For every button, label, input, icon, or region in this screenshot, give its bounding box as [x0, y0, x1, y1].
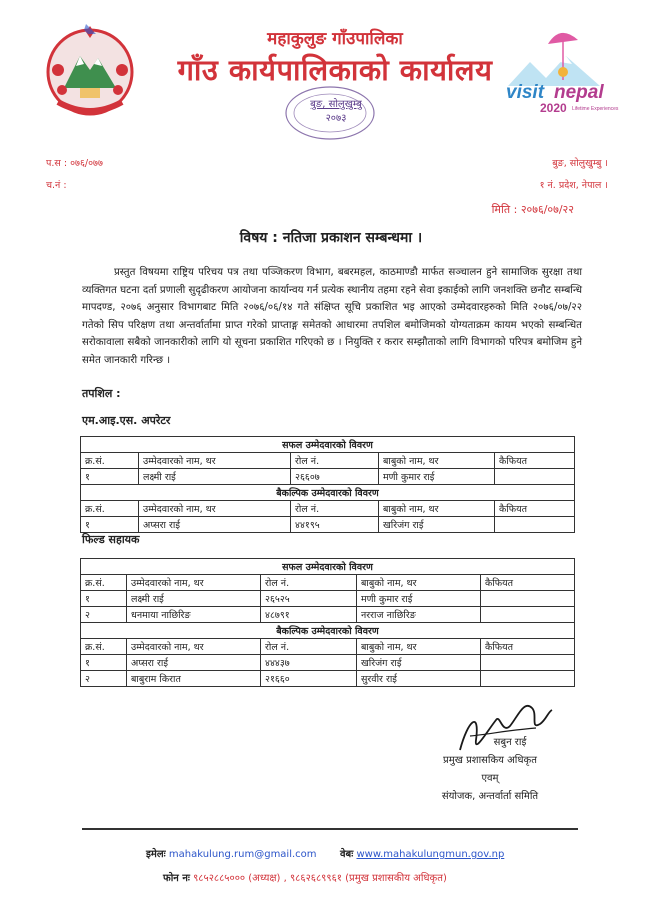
email-link[interactable]: mahakulung.rum@gmail.com	[168, 849, 317, 860]
table-section-header	[81, 437, 575, 453]
details-label: तपशिल :	[82, 387, 121, 400]
footer-divider	[82, 828, 578, 830]
visit-nepal-logo-icon	[500, 22, 620, 122]
table-cell	[481, 655, 575, 671]
website-link[interactable]: www.mahakulungmun.gov.np	[356, 849, 505, 860]
table-cell: २१६६०	[261, 671, 357, 687]
table-cell: १	[81, 517, 139, 533]
success-title: सफल उम्मेदवारको विवरण	[81, 437, 575, 453]
table-row	[81, 607, 575, 623]
table-section-header	[81, 559, 575, 575]
alternate-title: बैकल्पिक उम्मेदवारको विवरण	[81, 623, 575, 639]
letter-date: मिति : २०७६/०७/२२	[491, 203, 574, 216]
column-header: उम्मेदवारको नाम, थर	[127, 575, 261, 591]
column-header: कैफियत	[495, 501, 575, 517]
stamp-line-2: २०७३	[325, 113, 347, 124]
table-section-header	[81, 485, 575, 501]
column-header: क्र.सं.	[81, 639, 127, 655]
field-assistant-table	[80, 558, 575, 687]
stamp-line-1: बुङ, सोलुखुम्बु	[310, 99, 362, 110]
column-header: रोल नं.	[261, 639, 357, 655]
table-cell: २	[81, 671, 127, 687]
field-assistant-heading: फिल्ड सहायक	[82, 533, 140, 546]
signatory-name: सबुन राई	[493, 737, 527, 748]
column-header: उम्मेदवारको नाम, थर	[139, 453, 291, 469]
table-cell: २	[81, 607, 127, 623]
table-cell	[481, 671, 575, 687]
column-header: कैफियत	[481, 639, 575, 655]
table-row	[81, 671, 575, 687]
table-section-header	[81, 623, 575, 639]
mis-operator-heading: एम.आइ.एस. अपरेटर	[82, 414, 171, 427]
table-cell	[495, 517, 575, 533]
visit-year-text: 2020	[540, 101, 567, 115]
table-row	[81, 517, 575, 533]
handwritten-signature-icon	[440, 690, 560, 760]
visit-tagline-text: Lifetime Experiences	[572, 106, 619, 112]
table-cell: १	[81, 469, 139, 485]
nepal-emblem-icon	[36, 22, 144, 122]
table-cell: मणी कुमार राई	[379, 469, 495, 485]
table-row	[81, 469, 575, 485]
office-location-line-1: बुङ, सोलुखुम्बु ।	[552, 158, 608, 169]
column-header: क्र.सं.	[81, 575, 127, 591]
table-cell	[481, 591, 575, 607]
column-header: रोल नं.	[261, 575, 357, 591]
table-cell: ४४१९५	[291, 517, 379, 533]
visit-nepal-text: nepal	[554, 82, 604, 103]
visit-brand-text: visit	[506, 82, 545, 103]
column-header: रोल नं.	[291, 453, 379, 469]
column-header: बाबुको नाम, थर	[379, 501, 495, 517]
table-header-row	[81, 639, 575, 655]
phone-label: फोन नः	[163, 873, 190, 884]
table-cell: खरिजंग राई	[379, 517, 495, 533]
column-header: क्र.सं.	[81, 453, 139, 469]
dispatch-number: च.नं :	[46, 180, 67, 191]
table-row	[81, 591, 575, 607]
footer-website	[340, 846, 504, 860]
signatory-role: संयोजक, अन्तर्वार्ता समिति	[441, 791, 539, 802]
email-label: इमेलः	[146, 849, 166, 860]
web-label: वेबः	[340, 849, 354, 860]
table-cell: लक्ष्मी राई	[127, 591, 261, 607]
column-header: बाबुको नाम, थर	[357, 639, 481, 655]
letter-subject: विषय : नतिजा प्रकाशन सम्बन्धमा ।	[239, 230, 423, 246]
table-cell: ४४४३७	[261, 655, 357, 671]
table-cell: १	[81, 591, 127, 607]
table-cell: नरराज नाछिरिङ	[357, 607, 481, 623]
table-header-row	[81, 501, 575, 517]
table-header-row	[81, 575, 575, 591]
column-header: कैफियत	[495, 453, 575, 469]
table-cell: ४८७९१	[261, 607, 357, 623]
table-cell: सुरवीर राई	[357, 671, 481, 687]
signatory-title: प्रमुख प्रशासकिय अधिकृत	[443, 755, 537, 766]
table-cell: धनमाया नाछिरिङ	[127, 607, 261, 623]
footer-phone	[163, 870, 447, 884]
table-header-row	[81, 453, 575, 469]
footer-email	[146, 846, 317, 860]
table-cell: मणी कुमार राई	[357, 591, 481, 607]
table-cell	[481, 607, 575, 623]
mis-operator-table	[80, 436, 575, 533]
column-header: उम्मेदवारको नाम, थर	[139, 501, 291, 517]
table-cell: अप्सरा राई	[139, 517, 291, 533]
office-location-line-2: १ नं. प्रदेश, नेपाल ।	[539, 180, 608, 191]
signatory-conjunction: एवम्	[481, 773, 499, 784]
stamp-text	[296, 96, 376, 124]
column-header: क्र.सं.	[81, 501, 139, 517]
table-cell	[495, 469, 575, 485]
success-title: सफल उम्मेदवारको विवरण	[81, 559, 575, 575]
column-header: बाबुको नाम, थर	[357, 575, 481, 591]
column-header: रोल नं.	[291, 501, 379, 517]
table-cell: लक्ष्मी राई	[139, 469, 291, 485]
table-cell: खरिजंग राई	[357, 655, 481, 671]
phone-numbers: ९८५२८८५००० (अध्यक्ष) , ९८६२६८९९६१ (प्रमुख प्रशासकीय अधिकृत)	[193, 873, 447, 884]
alternate-title: बैकल्पिक उम्मेदवारको विवरण	[81, 485, 575, 501]
table-cell: २६६०७	[291, 469, 379, 485]
table-cell: अप्सरा राई	[127, 655, 261, 671]
organization-title: गाँउ कार्यपालिकाको कार्यालय	[177, 53, 493, 87]
column-header: उम्मेदवारको नाम, थर	[127, 639, 261, 655]
table-cell: बाबुराम किरात	[127, 671, 261, 687]
letter-body: प्रस्तुत विषयमा राष्ट्रिय परिचय पत्र तथा पञ्जिकरण विभाग, बबरमहल, काठमाण्डौ मार्फत सञ्चालन हुने सामाजिक सुरक्षा तथा व्यक्तिगत घटना दर्ता प्रणाली सुदृढीकरण आयोजना कार्यान्वय गर्न प्रत्येक स्थानीय तहमा रहने सेवा इकाईको लागि जनशक्ति छनौट सम्बन्धि मापदण्ड, २०७६ अनुसार विभागबाट मिति २०७६/०६/१४ गते संक्षिप्त सूचि प्रकाशित भइ आएको उम्मेदवारहरुको मिति २०७६/०७/२२ गतेको सिप परिक्षण तथा अन्तर्वार्तामा प्राप्त गरेको प्राप्ताङ्ग समेतको आधारमा तपशिल बमोजिमको योग्यताक्रम कायम भएको सम्बन्धित सरोकावाला सबैको जानकारीको लागि यो सूचना प्रकाशित गरिएको छ । नियुक्ति र करार सम्झौताको लागि विभागको परिपत्र बमोजिम हुने समेत जानकारी गरिन्छ ।	[82, 267, 582, 366]
table-row	[81, 655, 575, 671]
table-cell: १	[81, 655, 127, 671]
reference-number: प.स : ०७६/०७७	[46, 158, 103, 169]
table-cell: २६५२५	[261, 591, 357, 607]
organization-subtitle: महाकुलुङ गाँउपालिका	[267, 29, 403, 49]
column-header: बाबुको नाम, थर	[379, 453, 495, 469]
column-header: कैफियत	[481, 575, 575, 591]
